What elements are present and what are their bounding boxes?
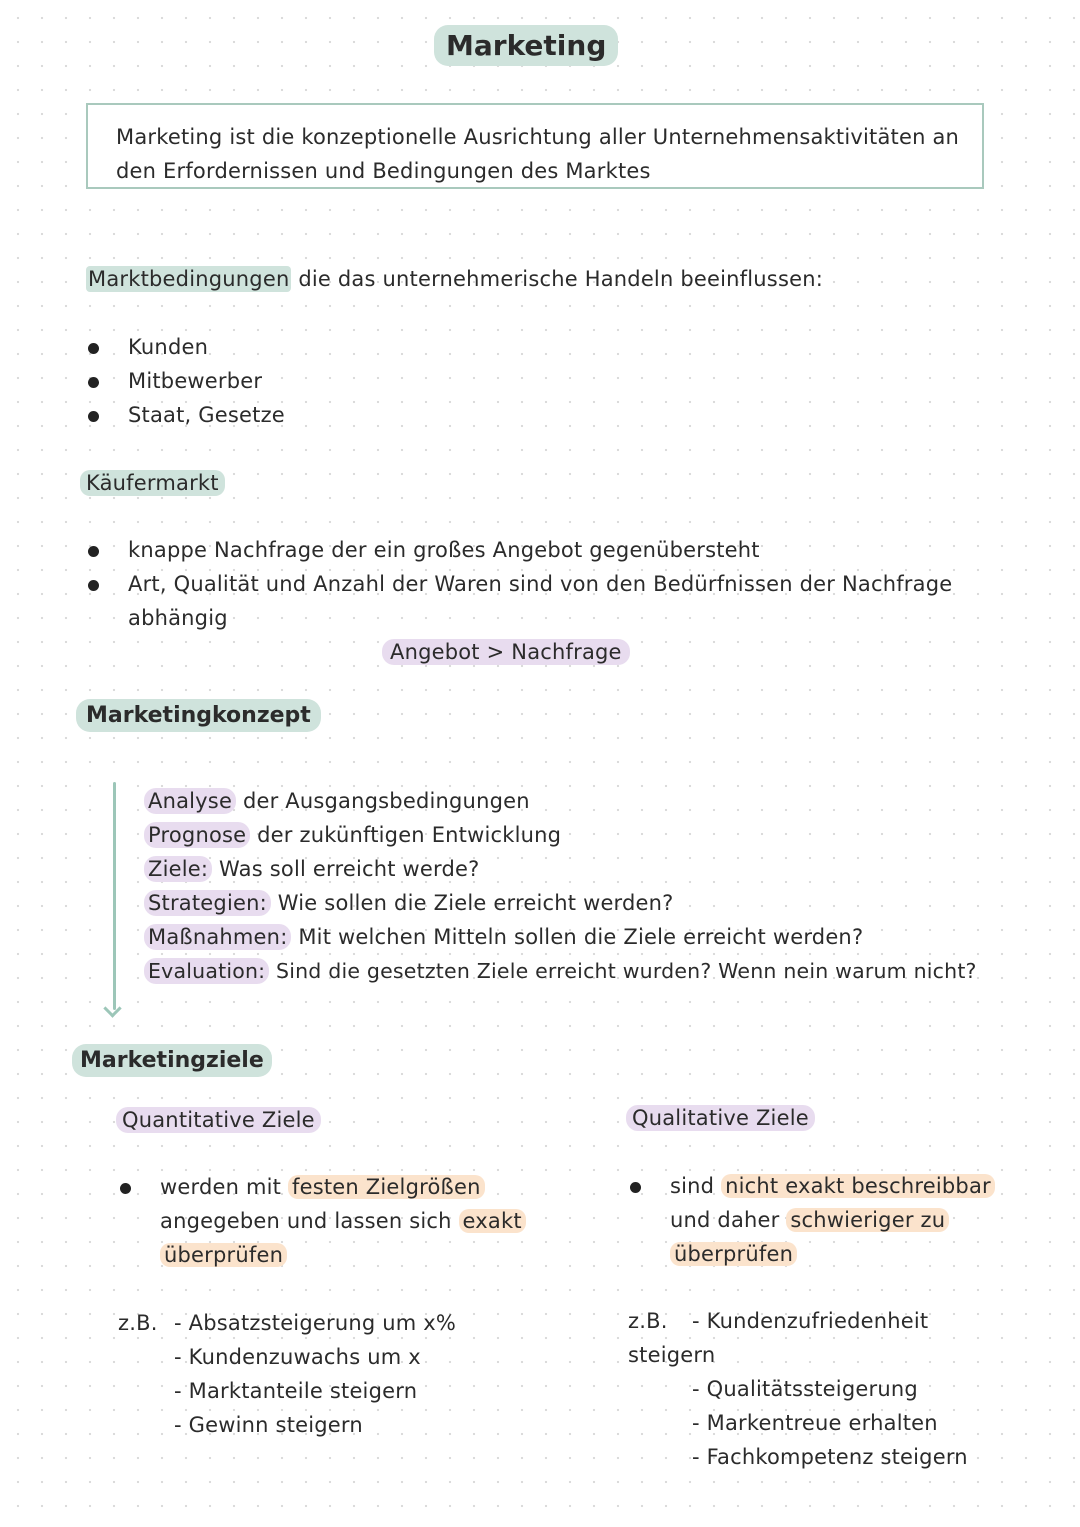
concept-step-text: Was soll erreicht werde? xyxy=(212,857,480,881)
quantitative-example: - Absatzsteigerung um x% xyxy=(174,1311,457,1335)
quantitative-eg-label: z.B. xyxy=(118,1311,158,1335)
concept-step-evaluation xyxy=(144,959,977,983)
quantitative-desc-line-2 xyxy=(160,1209,526,1233)
quantitative-example: - Kundenzuwachs um x xyxy=(174,1345,421,1369)
qualitative-eg-label: z.B. xyxy=(628,1309,668,1333)
concept-step-strategien xyxy=(144,891,674,915)
market-conditions-heading xyxy=(86,267,823,291)
qualitative-desc-text: und daher xyxy=(670,1208,787,1232)
definition-box xyxy=(86,103,984,189)
qualitative-desc-line-3 xyxy=(670,1242,797,1266)
qualitative-desc-text: sind xyxy=(670,1174,722,1198)
qualitative-desc-highlight: schwieriger zu xyxy=(786,1208,949,1232)
bullet-icon xyxy=(120,1183,131,1194)
quantitative-example: - Marktanteile steigern xyxy=(174,1379,418,1403)
goals-heading: Marketingziele xyxy=(72,1044,272,1077)
quantitative-desc-line-3 xyxy=(160,1243,287,1267)
concept-step-term: Prognose xyxy=(144,822,250,848)
bullet-icon xyxy=(88,343,99,354)
concept-heading: Marketingkonzept xyxy=(76,699,321,732)
concept-step-text: Wie sollen die Ziele erreicht werden? xyxy=(270,891,674,915)
qualitative-example: - Fachkompetenz steigern xyxy=(692,1445,968,1469)
bullet-icon xyxy=(630,1182,641,1193)
quantitative-desc-text: angegeben und lassen sich xyxy=(160,1209,459,1233)
bullet-icon xyxy=(88,377,99,388)
concept-step-text: Mit welchen Mitteln sollen die Ziele erreicht werden? xyxy=(291,925,864,949)
concept-step-term: Ziele: xyxy=(144,856,212,882)
quantitative-desc-highlight: festen Zielgrößen xyxy=(288,1175,485,1199)
quantitative-desc-highlight: exakt xyxy=(459,1209,526,1233)
concept-step-term: Strategien: xyxy=(144,890,271,916)
page-title: Marketing xyxy=(434,25,618,66)
quantitative-heading: Quantitative Ziele xyxy=(116,1107,321,1133)
concept-step-text: der zukünftigen Entwicklung xyxy=(250,823,562,847)
qualitative-example-cont: steigern xyxy=(628,1343,716,1367)
market-conditions-rest: die das unternehmerische Handeln beeinflussen: xyxy=(291,267,823,291)
quantitative-desc-highlight: überprüfen xyxy=(160,1243,287,1267)
concept-step-term: Evaluation: xyxy=(144,958,269,984)
market-conditions-term: Marktbedingungen xyxy=(88,267,290,291)
qualitative-example: - Kundenzufriedenheit xyxy=(692,1309,929,1333)
qualitative-desc-line-1 xyxy=(670,1174,995,1198)
concept-step-massnahmen xyxy=(144,925,863,949)
buyers-market-item-1: knappe Nachfrage der ein großes Angebot gegenübersteht xyxy=(128,538,760,562)
bullet-icon xyxy=(88,411,99,422)
qualitative-heading: Qualitative Ziele xyxy=(626,1105,815,1131)
concept-step-ziele xyxy=(144,857,480,881)
buyers-market-item-2-cont: abhängig xyxy=(128,606,228,630)
qualitative-example: - Qualitätssteigerung xyxy=(692,1377,918,1401)
quantitative-desc-text: werden mit xyxy=(160,1175,288,1199)
concept-step-text: der Ausgangsbedingungen xyxy=(236,789,530,813)
concept-step-term: Maßnahmen: xyxy=(144,924,291,950)
qualitative-desc-highlight: nicht exakt beschreibbar xyxy=(721,1174,995,1198)
definition-line-1: Marketing ist die konzeptionelle Ausrichtung aller Unternehmensaktivitäten an xyxy=(116,125,960,149)
definition-text xyxy=(116,120,959,188)
concept-step-term: Analyse xyxy=(144,788,236,814)
quantitative-desc-line-1 xyxy=(160,1175,485,1199)
buyers-market-heading: Käufermarkt xyxy=(80,470,225,496)
qualitative-desc-highlight: überprüfen xyxy=(670,1242,797,1266)
process-arrow-line xyxy=(113,782,116,1010)
definition-line-2: den Erfordernissen und Bedingungen des Marktes xyxy=(116,159,651,183)
concept-step-prognose xyxy=(144,823,561,847)
concept-step-analyse xyxy=(144,789,530,813)
quantitative-example: - Gewinn steigern xyxy=(174,1413,363,1437)
qualitative-example: - Markentreue erhalten xyxy=(692,1411,938,1435)
bullet-icon xyxy=(88,546,99,557)
buyers-market-item-2: Art, Qualität und Anzahl der Waren sind von den Bedürfnissen der Nachfrage xyxy=(128,572,953,596)
qualitative-desc-line-2 xyxy=(670,1208,949,1232)
concept-step-text: Sind die gesetzten Ziele erreicht wurden? Wenn nein warum nicht? xyxy=(269,959,977,983)
list-item-mitbewerber: Mitbewerber xyxy=(128,369,263,393)
list-item-staat: Staat, Gesetze xyxy=(128,403,285,427)
arrow-down-icon xyxy=(103,999,121,1017)
list-item-kunden: Kunden xyxy=(128,335,209,359)
bullet-icon xyxy=(88,580,99,591)
supply-demand-formula: Angebot > Nachfrage xyxy=(382,639,630,665)
